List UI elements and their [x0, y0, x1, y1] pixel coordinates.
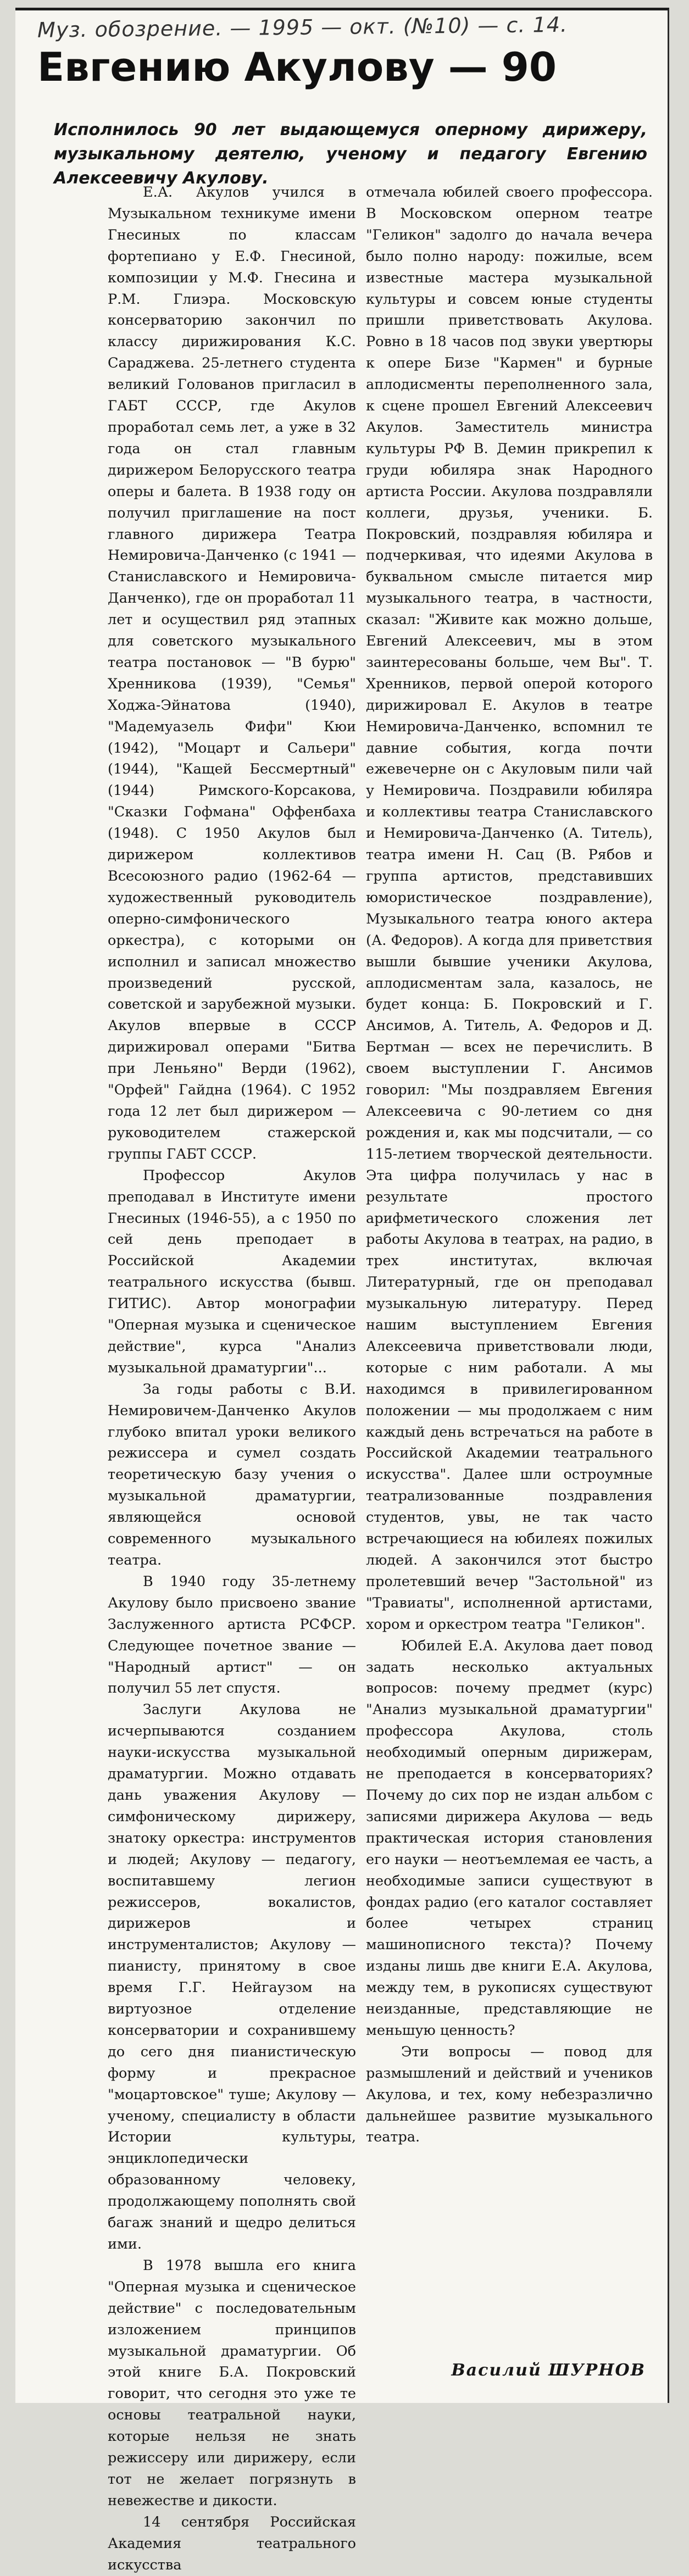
paragraph: Юбилей Е.А. Акулова дает повод задать несколько актуальных вопросов: почему предмет (курс) "Анализ музыкальной драматургии" профессора Акулова, столь необходимый оперным дирижерам, не преподается в консерваториях? Почему до сих пор не издан альбом с записями дирижера Акулова — ведь практическая история становления его науки — неотъемлемая ее часть, а необходимые записи существуют в фондах радио (его каталог составляет более четырех страниц машинописного текста)? Почему изданы лишь две книги Е.А. Акулова, между тем, в рукописях существуют неизданные, представляющие не меньшую ценность? [366, 1637, 653, 2039]
paragraph: отмечала юбилей своего профессора. В Московском оперном театре "Геликон" задолго до начала вечера было полно народу: пожилые, всем известные мастера музыкальной культуры и совсем юные студенты пришли приветствовать Акулова. Ровно в 18 часов под звуки увертюры к опере Бизе "Кармен" и бурные аплодисменты переполненного зала, к сцене прошел Евгений Алексеевич Акулов. Заместитель министра культуры РФ В. Демин прикрепил к груди юбиляра знак Народного артиста России. Акулова поздравляли коллеги, друзья, ученики. Б. Покровский, поздравляя юбиляра и подчеркивая, что идеями Акулова в буквальном смысле питается мир музыкального театра, в частности, сказал: "Живите как можно дольше, Евгений Алексеевич, мы в этом заинтересованы больше, чем Вы". Т. Хренников, первой оперой которого дирижировал Е. Акулов в театре Немировича-Данченко, вспомнил те давние события, когда почти ежевечерне он с Акуловым пили чай у Немировича. Поздравили юбиляра и коллективы театра Станиславского и Немировича-Данченко (А. Титель), театра имени Н. Сац (В. Рябов и группа артистов, представивших юмористическое поздравление), Музыкального театра юного актера (А. Федоров). А когда для приветствия вышли бывшие ученики Акулова, аплодисментам зала, казалось, не будет конца: Б. Покровский и Г. Ансимов, А. Титель, А. Федоров и Д. Бертман — всех не перечислить. В своем выступлении Г. Ансимов говорил: "Мы поздравляем Евгения Алексеевича с 90-летием со дня рождения и, как мы подсчитали, — со 115-летием творческой деятельности. Эта цифра получилась у нас в результате простого арифметического сложения лет работы Акулова в театрах, на радио, в трех институтах, включая Литературный, где он преподавал музыкальную литературу. Перед нашим выступлением Евгения Алексеевича приветствовали люди, которые с ним работали. А мы находимся в привилегированном положении — мы продолжаем с ним каждый день встречаться на работе в Российской Академии театрального искусства". Далее шли остроумные театрализованные поздравления студентов, увы, не так часто встречающиеся на юбилеях пожилых людей. А закончился этот быстро пролетевший вечер "Застольной" из "Травиаты", исполненной артистами, хором и оркестром театра "Геликон". [366, 184, 653, 1633]
newspaper-clipping [15, 8, 669, 2573]
paragraph: Эти вопросы — повод для размышлений и действий и учеников Акулова, и тех, кому небезразлично дальнейшее развитие музыкального театра. [366, 2043, 653, 2146]
paragraph: 14 сентября Российская Академия театрального искусства [108, 2513, 356, 2573]
paragraph: Е.А. Акулов учился в Музыкальном техникуме имени Гнесиных по классам фортепиано у Е.Ф. Гнесиной, композиции у М.Ф. Гнесина и Р.М. Глиэра. Московскую консерваторию закончил по классу дирижирования К.С. Сараджева. 25-летнего студента великий Голованов пригласил в ГАБТ СССР, где Акулов проработал семь лет, а уже в 32 года он стал главным дирижером Белорусского театра оперы и балета. В 1938 году он получил приглашение на пост главного дирижера Театра Немировича-Данченко (с 1941 — Станиславского и Немировича-Данченко), где он проработал 11 лет и осуществил ряд этапных для советского музыкального театра постановок — "В бурю" Хренникова (1939), "Семья" Ходжа-Эйнатова (1940), "Мадемуазель Фифи" Кюи (1942), "Моцарт и Сальери" (1944), "Кащей Бессмертный" (1944) Римского-Корсакова, "Сказки Гофмана" Оффенбаха (1948). С 1950 Акулов был дирижером коллективов Всесоюзного радио (1962-64 — художественный руководитель оперно-симфонического оркестра), с которыми он исполнил и записал множество произведений русской, советской и зарубежной музыки. Акулов впервые в СССР дирижировал операми "Битва при Леньяно" Верди (1962), "Орфей" Гайдна (1964). С 1952 года 12 лет был дирижером — руководителем стажерской группы ГАБТ СССР. [108, 184, 356, 1162]
text-column-left [108, 182, 356, 2573]
paragraph: В 1940 году 35-летнему Акулову было присвоено звание Заслуженного артиста РСФСР. Следующее почетное звание — "Народный артист" — он получил 55 лет спустя. [108, 1573, 356, 1697]
article-headline: Евгению Акулову — 90 [37, 44, 557, 90]
article-lead: Исполнилось 90 лет выдающемуся оперному дирижеру, музыкальному деятелю, ученому и педагогу Евгению Алексеевичу Акулову. [54, 120, 647, 188]
paragraph: За годы работы с В.И. Немировичем-Данченко Акулов глубоко впитал уроки великого режиссера и сумел создать теоретическую базу учения о музыкальной драматургии, являющейся основой современного музыкального театра. [108, 1381, 356, 1568]
handwritten-source-note: Муз. обозрение. — 1995 — окт. (№10) — с. 14. [37, 12, 568, 42]
paragraph: В 1978 вышла его книга "Оперная музыка и сценическое действие" с последовательным изложением принципов музыкальной драматургии. Об этой книге Б.А. Покровский говорит, что сегодня это уже те основы театральной науки, которые нельзя не знать режиссеру или дирижеру, если тот не желает погрязнуть в невежестве и дикости. [108, 2257, 356, 2509]
paragraph: Заслуги Акулова не исчерпываются созданием науки-искусства музыкальной драматургии. Можно отдавать дань уважения Акулову — симфоническому дирижеру, знатоку оркестра: инструментов и людей; Акулову — педагогу, воспитавшему легион режиссеров, вокалистов, дирижеров и инструменталистов; Акулову — пианисту, принятому в свое время Г.Г. Нейгаузом на виртуозное отделение консерватории и сохранившему до сего дня пианистическую форму и прекрасное "моцартовское" туше; Акулову — ученому, специалисту в области Истории культуры, энциклопедически образованному человеку, продолжающему пополнять свой багаж знаний и щедро делиться ими. [108, 1701, 356, 2252]
author-signature: Василий ШУРНОВ [451, 2361, 646, 2380]
text-column-right [366, 182, 653, 2357]
paragraph: Профессор Акулов преподавал в Институте имени Гнесиных (1946-55), а с 1950 по сей день преподает в Российской Академии театрального искусства (бывш. ГИТИС). Автор монографии "Оперная музыка и сценическое действие", курса "Анализ музыкальной драматургии"... [108, 1167, 356, 1376]
